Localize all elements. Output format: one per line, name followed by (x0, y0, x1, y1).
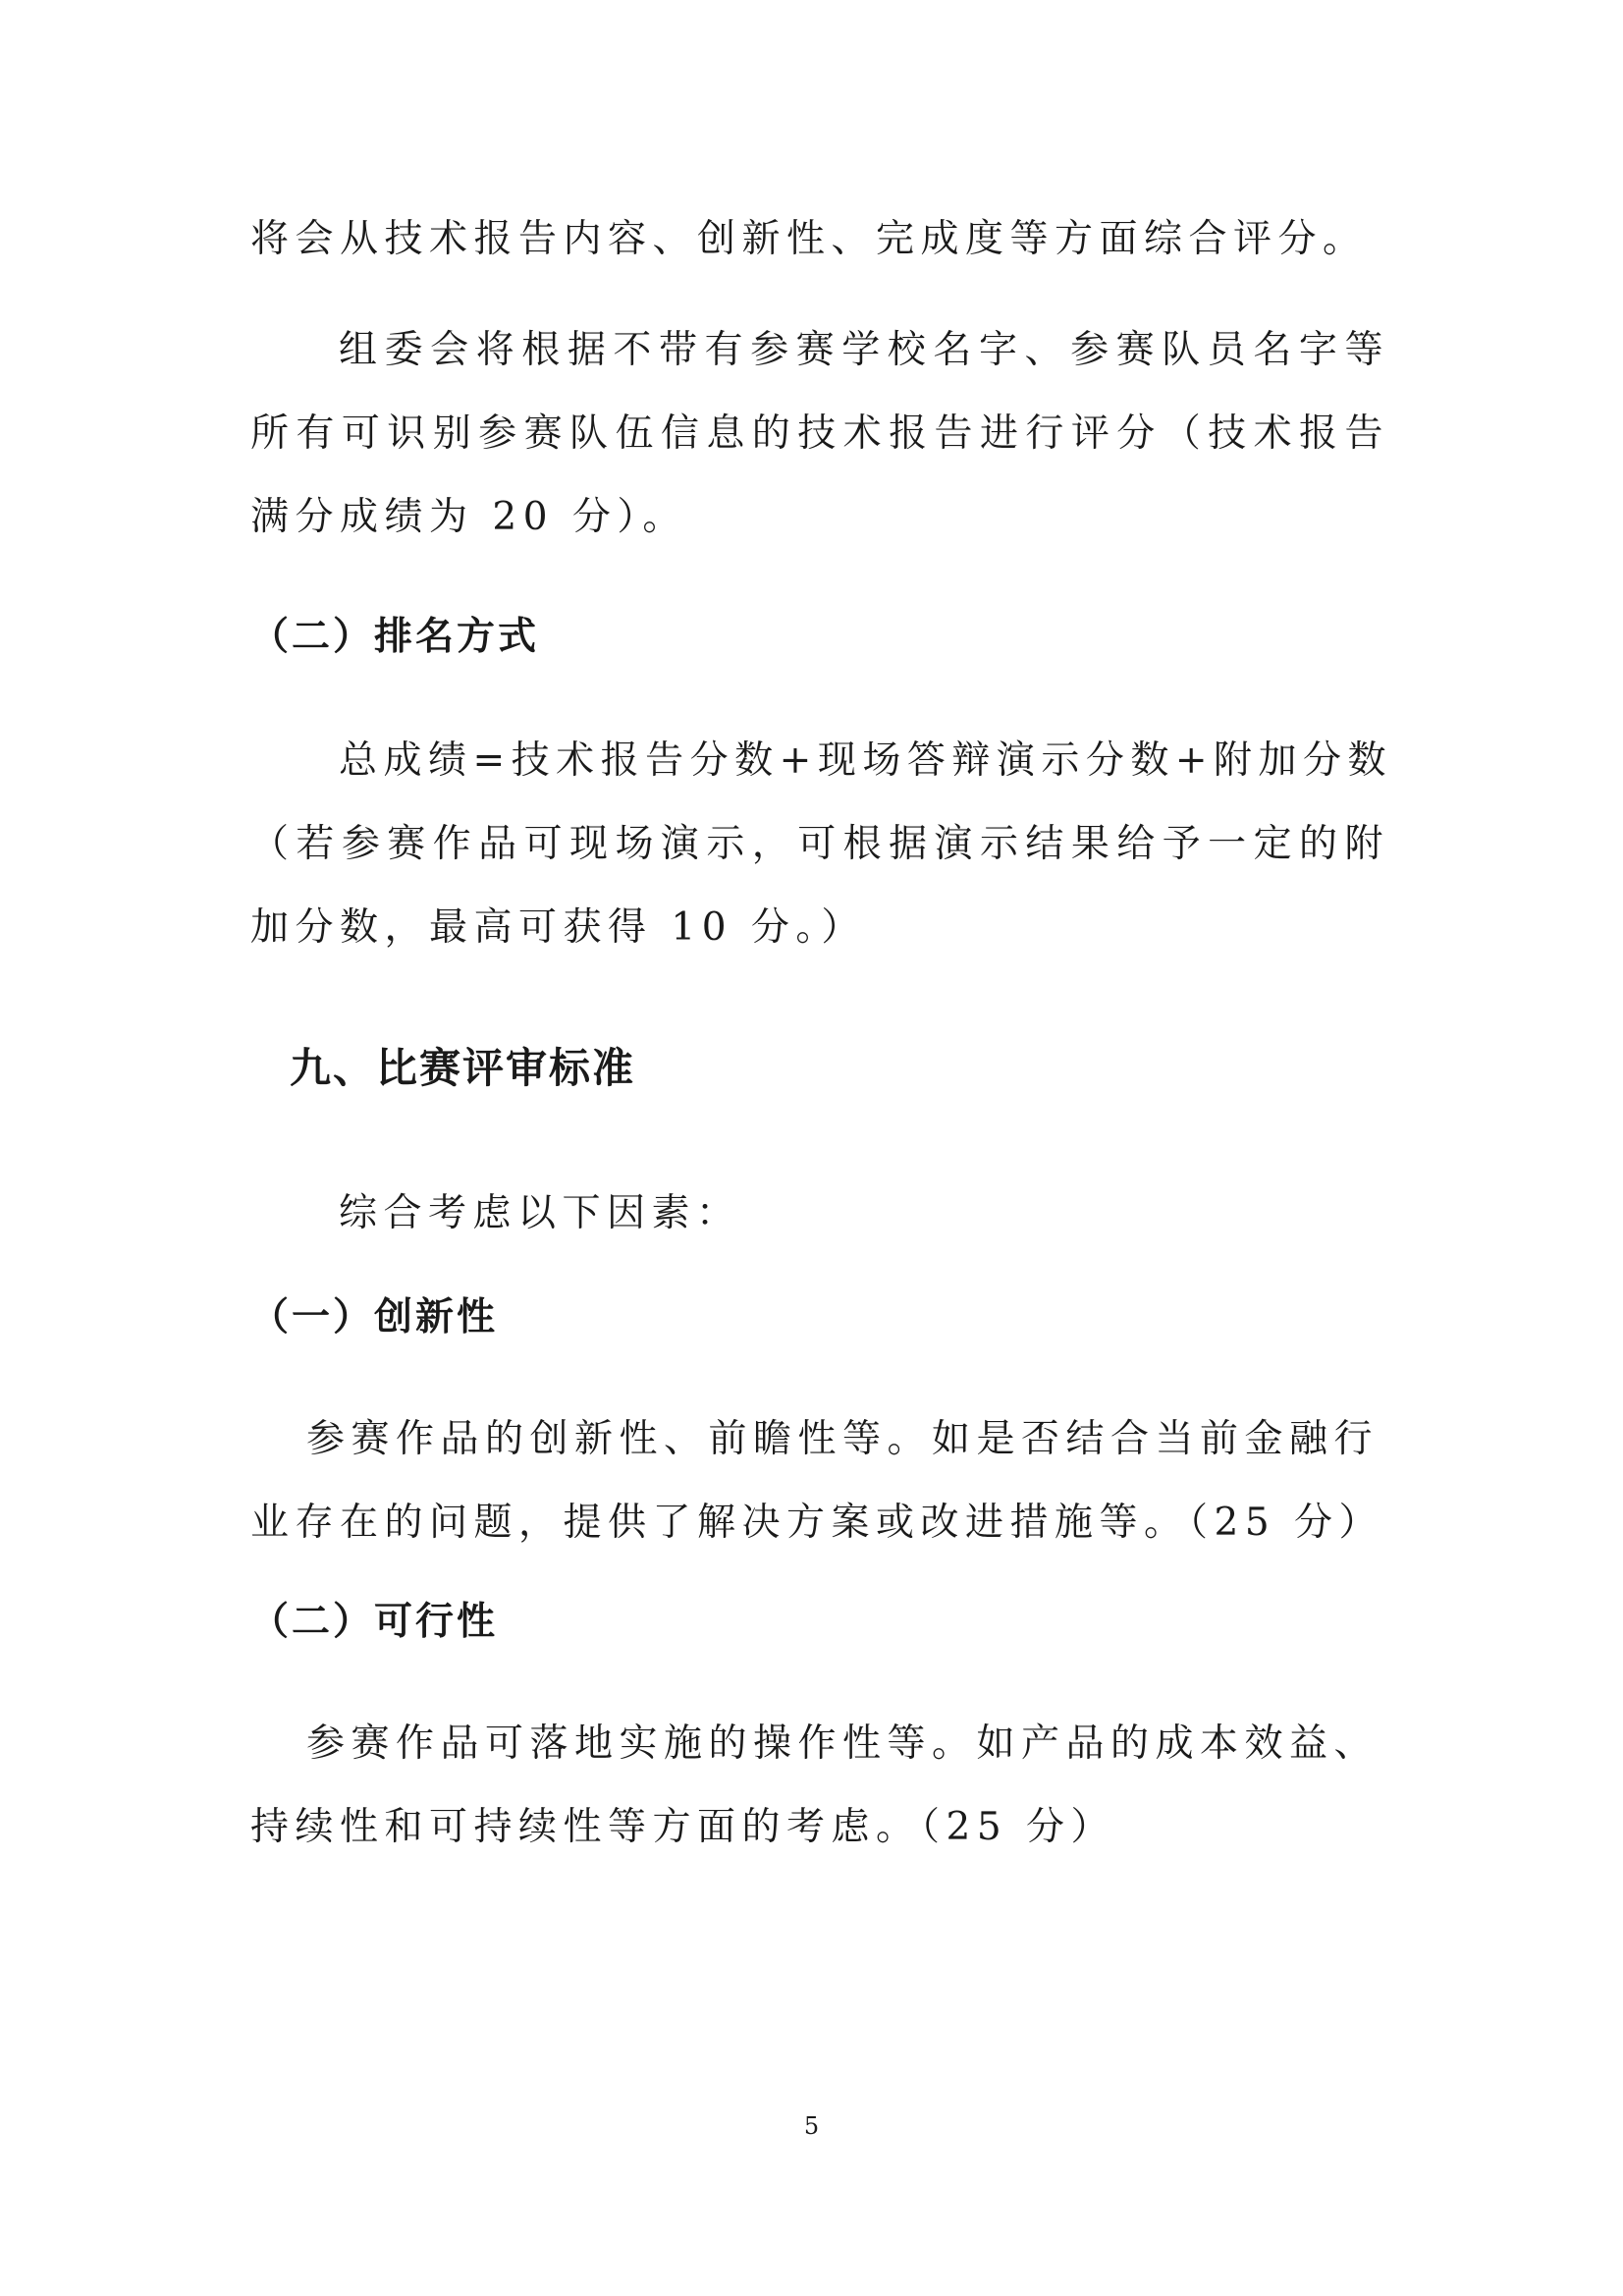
paragraph-consider-factors: 综合考虑以下因素： (339, 1191, 741, 1235)
paragraph-innovation-line-2: 业存在的问题，提供了解决方案或改进措施等。（25 分） (250, 1501, 1384, 1545)
paragraph-total-score-line-3: 加分数，最高可获得 10 分。） (250, 905, 866, 950)
heading-section-9-judging-criteria: 九、比赛评审标准 (290, 1044, 636, 1092)
paragraph-feasibility-line-1: 参赛作品可落地实施的操作性等。如产品的成本效益、 (306, 1722, 1380, 1766)
paragraph-anonymous-line-1: 组委会将根据不带有参赛学校名字、参赛队员名字等 (339, 328, 1389, 372)
paragraph-anonymous-line-2: 所有可识别参赛队伍信息的技术报告进行评分（技术报告 (250, 411, 1389, 456)
page-number: 5 (803, 2112, 820, 2140)
paragraph-scoring-criteria: 将会从技术报告内容、创新性、完成度等方面综合评分。 (250, 217, 1368, 261)
heading-feasibility: （二）可行性 (250, 1600, 499, 1644)
paragraph-total-score-line-1: 总成绩=技术报告分数+现场答辩演示分数+附加分数 (339, 738, 1393, 783)
heading-ranking-method: （二）排名方式 (250, 615, 540, 659)
paragraph-innovation-line-1: 参赛作品的创新性、前瞻性等。如是否结合当前金融行 (306, 1417, 1380, 1461)
heading-innovation: （一）创新性 (250, 1295, 499, 1339)
paragraph-total-score-line-2: （若参赛作品可现场演示，可根据演示结果给予一定的附 (250, 822, 1389, 866)
paragraph-anonymous-line-3: 满分成绩为 20 分）。 (250, 495, 687, 539)
paragraph-feasibility-line-2: 持续性和可持续性等方面的考虑。（25 分） (250, 1805, 1116, 1849)
